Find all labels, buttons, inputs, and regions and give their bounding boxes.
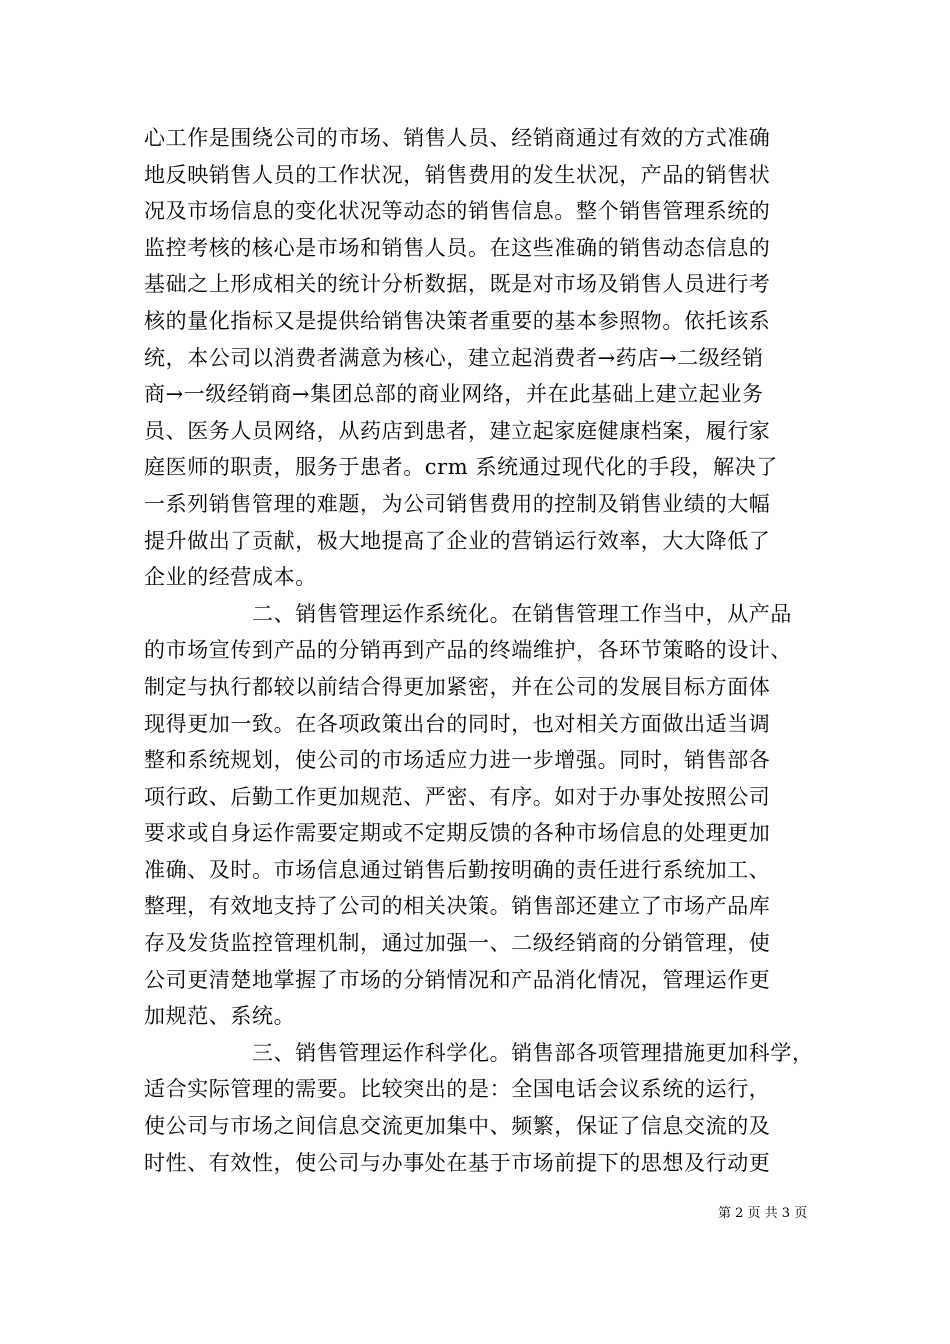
text-line: 现得更加一致。在各项政策出台的同时，也对相关方面做出适当调 <box>144 711 771 736</box>
text-line: 时性、有效性，使公司与办事处在基于市场前提下的思想及行动更 <box>144 1150 771 1175</box>
text-line: 监控考核的核心是市场和销售人员。在这些准确的销售动态信息的 <box>144 235 771 260</box>
text-line: 核的量化指标又是提供给销售决策者重要的基本参照物。依托该系 <box>144 308 771 333</box>
text-line: 项行政、后勤工作更加规范、严密、有序。如对于办事处按照公司 <box>144 784 771 809</box>
text-line: 商→一级经销商→集团总部的商业网络，并在此基础上建立起业务 <box>144 382 764 407</box>
text-line: 加规范、系统。 <box>144 1004 296 1029</box>
page-number-footer: 第 2 页 共 3 页 <box>718 1206 808 1221</box>
paragraph-start-line: 三、销售管理运作科学化。销售部各项管理措施更加科学， <box>144 1040 814 1065</box>
text-line: 提升做出了贡献，极大地提高了企业的营销运行效率，大大降低了 <box>144 528 771 553</box>
text-line: 适合实际管理的需要。比较突出的是：全国电话会议系统的运行， <box>144 1077 771 1102</box>
text-line: 存及发货监控管理机制，通过加强一、二级经销商的分销管理，使 <box>144 931 771 956</box>
text-line: 一系列销售管理的难题，为公司销售费用的控制及销售业绩的大幅 <box>144 491 771 516</box>
text-line: 公司更清楚地掌握了市场的分销情况和产品消化情况，管理运作更 <box>144 967 771 992</box>
text-line: 要求或自身运作需要定期或不定期反馈的各种市场信息的处理更加 <box>144 821 771 846</box>
text-line: 统，本公司以消费者满意为核心，建立起消费者→药店→二级经销 <box>144 345 764 370</box>
text-line: 况及市场信息的变化状况等动态的销售信息。整个销售管理系统的 <box>144 199 771 224</box>
body-text <box>144 120 814 1181</box>
text-line: 地反映销售人员的工作状况，销售费用的发生状况，产品的销售状 <box>144 162 771 187</box>
text-line: 心工作是围绕公司的市场、销售人员、经销商通过有效的方式准确 <box>144 126 771 150</box>
text-line: 使公司与市场之间信息交流更加集中、频繁，保证了信息交流的及 <box>144 1114 771 1139</box>
text-line: 庭医师的职责，服务于患者。crm 系统通过现代化的手段，解决了 <box>144 455 778 480</box>
text-line: 整理，有效地支持了公司的相关决策。销售部还建立了市场产品库 <box>144 894 771 919</box>
text-line: 制定与执行都较以前结合得更加紧密，并在公司的发展目标方面体 <box>144 674 771 699</box>
text-line: 准确、及时。市场信息通过销售后勤按明确的责任进行系统加工、 <box>144 857 771 882</box>
text-line: 员、医务人员网络，从药店到患者，建立起家庭健康档案，履行家 <box>144 418 771 443</box>
paragraph-start-line: 二、销售管理运作系统化。在销售管理工作当中，从产品 <box>144 601 792 626</box>
text-line: 企业的经营成本。 <box>144 565 317 590</box>
text-line: 整和系统规划，使公司的市场适应力进一步增强。同时，销售部各 <box>144 748 771 773</box>
text-line: 的市场宣传到产品的分销再到产品的终端维护，各环节策略的设计、 <box>144 638 792 663</box>
text-line: 基础之上形成相关的统计分析数据，既是对市场及销售人员进行考 <box>144 272 771 297</box>
